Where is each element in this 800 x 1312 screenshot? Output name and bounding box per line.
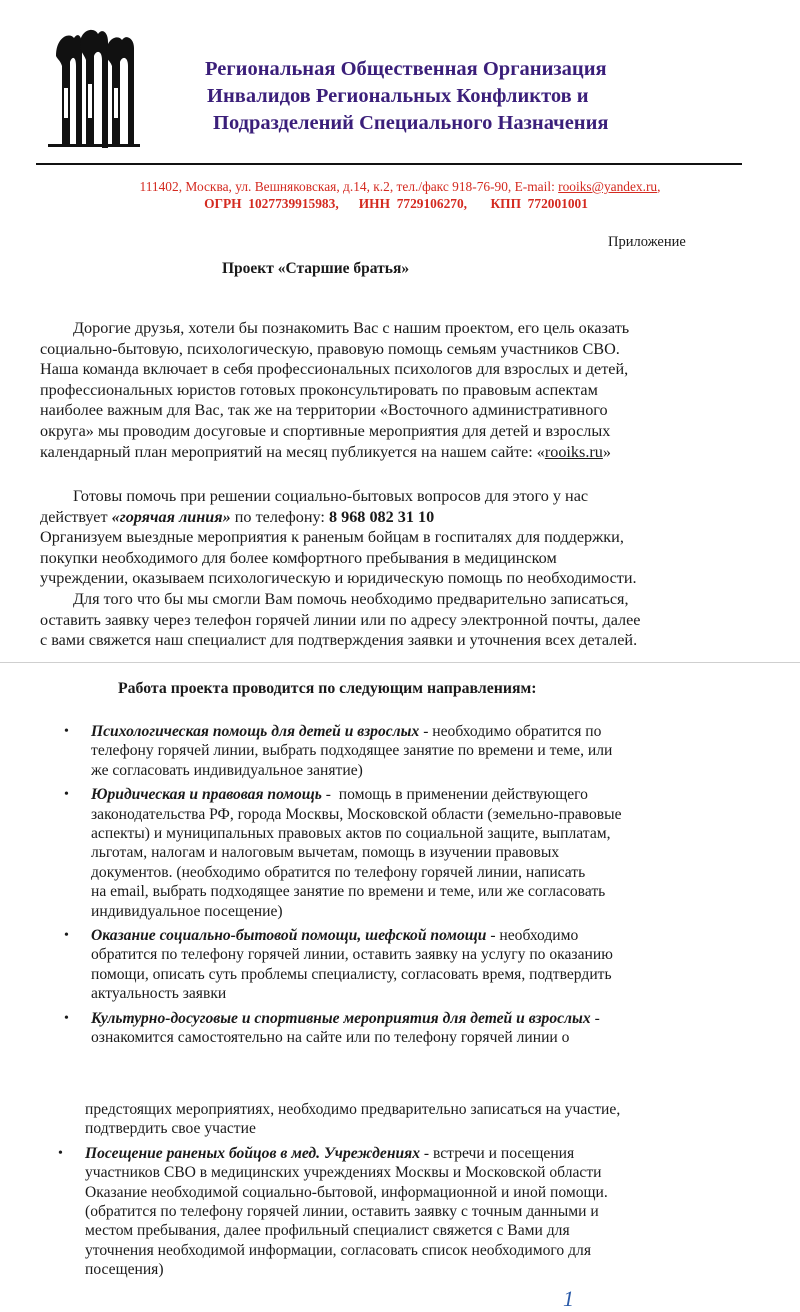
direction-title: Психологическая помощь для детей и взрослых [91, 723, 420, 740]
contact-block [0, 178, 800, 212]
hotline-phone: 8 968 082 31 10 [328, 507, 435, 526]
text-line: же согласовать индивидуальное занятие) [91, 761, 363, 779]
contact-line [0, 178, 800, 195]
email-link[interactable]: rooiks@yandex.ru [558, 179, 658, 194]
help-paragraph [40, 486, 760, 651]
directions-list-continued [58, 1100, 764, 1285]
text-line: - помощь в применении действующего [321, 786, 588, 804]
organization-name-line: Региональная Общественная Организация [205, 58, 607, 80]
text-line: профессиональных юристов готовых проконсультировать по правовым аспектам [40, 380, 598, 399]
bullet-icon: • [64, 1010, 69, 1026]
text-line: социально-бытовую, психологическую, правовую помощь семьям участников СВО. [40, 339, 620, 358]
header-divider [36, 163, 742, 165]
intro-paragraph [40, 318, 760, 462]
text-line: - [590, 1009, 600, 1027]
list-item [64, 1009, 764, 1048]
text-line: (обратится по телефону горячей линии, оставить заявку с точным данными и [85, 1203, 599, 1221]
text-line: наиболее важным для Вас, так же на территории «Восточного административного [40, 401, 608, 420]
organization-name-line: Инвалидов Региональных Конфликтов и [207, 85, 589, 107]
text-line: аспекты) и муниципальных правовых актов по социальной защите, выплатам, [91, 825, 611, 843]
contact-line-end: , [657, 179, 661, 194]
bullet-icon: • [64, 724, 69, 739]
directions-heading: Работа проекта проводится по следующим направлениям: [118, 680, 537, 697]
text-line: помощи, описать суть проблемы специалисту, согласовать время, подтвердить [91, 965, 612, 983]
text-line: Оказание необходимой социально-бытовой, информационной и иной помощи. [85, 1183, 608, 1201]
bullet-icon: • [64, 928, 69, 944]
hotline-label: «горячая линия» [111, 507, 231, 526]
text-line: по телефону: [230, 507, 329, 526]
bullet-icon: • [58, 1145, 63, 1161]
text-line: телефону горячей линии, выбрать подходящее занятие по времени и теме, или [91, 742, 613, 760]
document-title: Проект «Старшие братья» [222, 260, 410, 277]
text-line: Готовы помочь при решении социально-бытовых вопросов для этого у нас [73, 487, 589, 505]
text-line: Наша команда включает в себя профессиональных психологов для взрослых и детей, [40, 360, 629, 379]
text-line: покупки необходимого для более комфортного пребывания в медицинском [40, 548, 557, 567]
text-line: календарный план мероприятий на месяц публикуется на нашем сайте: « [40, 442, 545, 461]
text-line: актуальность заявки [91, 985, 227, 1003]
text-line: посещения) [85, 1261, 164, 1279]
text-line: оставить заявку через телефон горячей линии или по адресу электронной почты, далее [40, 610, 641, 629]
list-item [64, 722, 764, 780]
text-line: учреждении, оказываем психологическую и юридическую помощь по необходимости. [40, 569, 637, 588]
direction-title: Посещение раненых бойцов в мед. Учреждениях [85, 1144, 420, 1162]
text-line-end: » [602, 442, 611, 461]
text-line: - встречи и посещения [420, 1144, 575, 1162]
text-line: подтвердить свое участие [85, 1120, 256, 1138]
registration-numbers: ОГРН 1027739915983, ИНН 7729106270, КПП 772001001 [204, 196, 588, 211]
text-line: - необходимо обратится по [419, 723, 602, 740]
direction-title: Культурно-досуговые и спортивные мероприятия для детей и взрослых [91, 1009, 591, 1027]
address-phone-text: 111402, Москва, ул. Вешняковская, д.14, к.2, тел./факс 918-76-90, E-mail: [139, 179, 559, 194]
organization-logo [48, 26, 140, 152]
text-line: предстоящих мероприятиях, необходимо предварительно записаться на участие, [85, 1101, 621, 1118]
scan-page-edge [0, 662, 800, 663]
appendix-label: Приложение [608, 234, 686, 250]
text-line: законодательства РФ, города Москвы, Московской области (земельно-правовые [91, 805, 622, 823]
text-line: Дорогие друзья, хотели бы познакомить Вас с нашим проектом, его цель оказать [73, 319, 630, 337]
site-link[interactable]: rooiks.ru [544, 442, 603, 461]
text-line: ознакомится самостоятельно на сайте или по телефону горячей линии о [91, 1029, 570, 1047]
text-line: округа» мы проводим досуговые и спортивные мероприятия для детей и взрослых [40, 421, 611, 440]
text-line: индивидуальное посещение) [91, 902, 283, 920]
page-number: 1 [563, 1286, 574, 1311]
text-line: Организуем выездные мероприятия к раненым бойцам в госпиталях для поддержки, [40, 528, 624, 547]
direction-title: Оказание социально-бытовой помощи, шефской помощи [91, 927, 487, 945]
direction-title: Юридическая и правовая помощь [91, 786, 322, 804]
text-line: местом пребывания, далее профильный специалист свяжется с Вами для [85, 1222, 570, 1240]
text-line: документов. (необходимо обратится по телефону горячей линии, написать [91, 863, 586, 881]
text-line: действует [40, 507, 112, 526]
list-item [58, 1144, 764, 1280]
organization-name [205, 56, 765, 137]
text-line: с вами свяжется наш специалист для подтверждения заявки и уточнения всех деталей. [40, 631, 638, 650]
text-line: - необходимо [486, 927, 579, 945]
text-line: обратится по телефону горячей линии, оставить заявку на услугу по оказанию [91, 946, 613, 964]
text-line: льготам, налогам и налоговым вычетам, помощь в изучении правовых [91, 844, 560, 862]
text-line: участников СВО в медицинских учреждениях Москвы и Московской области [85, 1164, 602, 1182]
organization-name-line: Подразделений Специального Назначения [213, 112, 609, 134]
text-line: Для того что бы мы смогли Вам помочь необходимо предварительно записаться, [73, 589, 629, 608]
text-line: уточнения необходимой информации, согласовать список необходимого для [85, 1241, 592, 1259]
list-item [64, 785, 764, 921]
list-item [64, 926, 764, 1004]
directions-list [64, 722, 764, 1053]
bullet-icon: • [64, 787, 69, 803]
text-line: на email, выбрать подходящее занятие по времени и теме, или же согласовать [91, 883, 606, 901]
